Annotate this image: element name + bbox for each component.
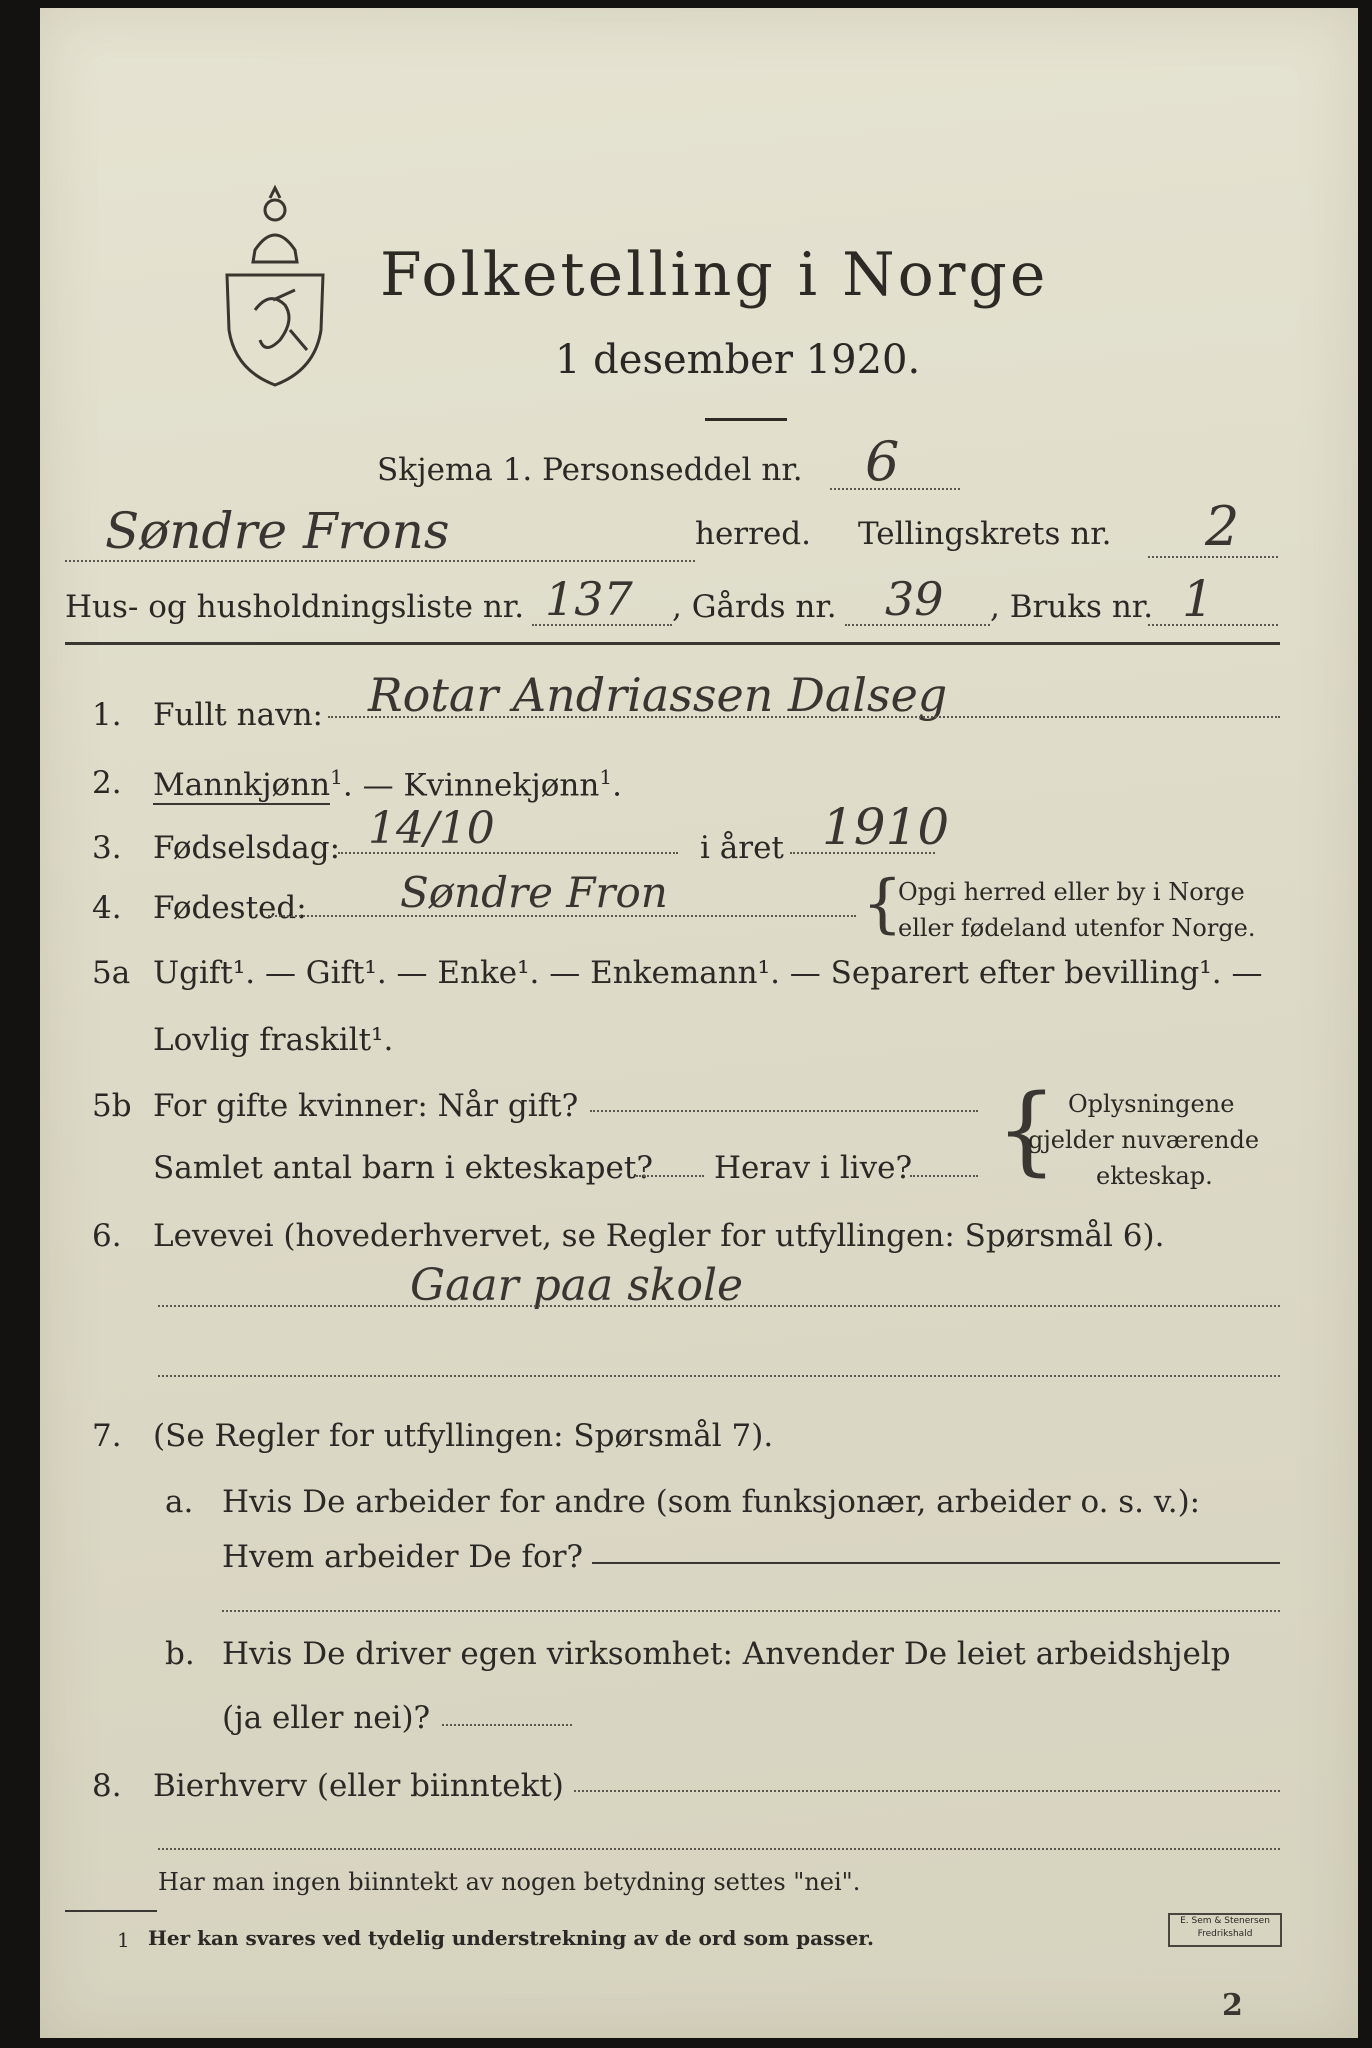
header-divider <box>65 642 1280 645</box>
footnote-rule <box>65 1910 157 1912</box>
marital-status-divorced[interactable]: Lovlig fraskilt¹. <box>153 1022 394 1058</box>
footnote-text: Her kan svares ved tydelig understrekning av de ord som passer. <box>148 1926 874 1950</box>
q7b-question: Hvis De driver egen virksomhet: Anvender De leiet arbeidshjelp <box>222 1636 1231 1672</box>
birthplace-brace: { <box>862 867 903 941</box>
employer-line[interactable] <box>592 1562 1280 1564</box>
marriage-note-1: Oplysningene <box>1068 1090 1235 1118</box>
birth-year-value[interactable]: 1910 <box>822 798 950 856</box>
bruks-value[interactable]: 1 <box>1182 570 1214 628</box>
birthdate-value[interactable]: 14/10 <box>368 803 495 854</box>
q1-number: 1. <box>92 697 122 733</box>
tellingskrets-value[interactable]: 2 <box>1205 495 1240 558</box>
q4-number: 4. <box>92 890 122 926</box>
married-when-label: For gifte kvinner: Når gift? <box>153 1088 579 1124</box>
occupation-line-1 <box>158 1305 1280 1307</box>
male-option[interactable]: Mannkjønn <box>153 767 331 804</box>
personseddel-nr-line <box>830 488 960 490</box>
birthdate-line <box>338 852 678 854</box>
q7-number: 7. <box>92 1418 122 1454</box>
q5b-number: 5b <box>92 1088 132 1124</box>
occupation-value[interactable]: Gaar paa skole <box>410 1260 744 1311</box>
q5a-number: 5a <box>92 955 131 991</box>
census-date: 1 desember 1920. <box>555 337 921 383</box>
tellingskrets-label: Tellingskrets nr. <box>858 516 1112 552</box>
herred-value[interactable]: Søndre Frons <box>105 502 450 560</box>
gards-label: , Gårds nr. <box>672 589 837 625</box>
children-alive-label: Herav i live? <box>714 1150 913 1186</box>
side-income-line-2 <box>158 1848 1280 1850</box>
tellingskrets-line <box>1148 556 1278 558</box>
herred-line <box>65 560 695 562</box>
female-option[interactable]: — Kvinnekjønn <box>362 767 600 804</box>
q7a-question: Hvis De arbeider for andre (som funksjonær, arbeider o. s. v.): <box>222 1484 1201 1520</box>
q3-label: Fødselsdag: <box>153 830 341 866</box>
printer-stamp: E. Sem & Stenersen Fredrikshald <box>1168 1913 1282 1947</box>
hired-help-line[interactable] <box>442 1724 572 1726</box>
q6-number: 6. <box>92 1218 122 1254</box>
hus-value[interactable]: 137 <box>545 572 633 626</box>
birthplace-value[interactable]: Søndre Fron <box>400 868 668 917</box>
q7a-letter: a. <box>165 1484 194 1520</box>
marital-status-options[interactable]: Ugift¹. — Gift¹. — Enke¹. — Enkemann¹. — Separert efter bevilling¹. — <box>153 955 1263 991</box>
birthplace-line <box>268 915 856 917</box>
occupation-line-2 <box>158 1375 1280 1377</box>
herred-label: herred. <box>695 516 811 552</box>
q7a-employer-label: Hvem arbeider De for? <box>222 1539 584 1575</box>
q7b-answer-label: (ja eller nei)? <box>222 1700 431 1736</box>
birth-year-line <box>790 852 935 854</box>
birth-year-label: i året <box>700 830 784 866</box>
q7b-letter: b. <box>165 1636 195 1672</box>
marriage-note-3: ekteskap. <box>1096 1162 1213 1190</box>
marriage-note-brace: { <box>996 1074 1058 1186</box>
children-alive-line <box>910 1175 978 1177</box>
gards-value[interactable]: 39 <box>885 572 944 626</box>
personseddel-nr-value[interactable]: 6 <box>865 430 900 493</box>
employer-line-2 <box>222 1610 1280 1612</box>
birthplace-note-1: Opgi herred eller by i Norge <box>898 878 1245 906</box>
form-title: Folketelling i Norge <box>380 240 1049 310</box>
birthplace-note-2: eller fødeland utenfor Norge. <box>898 914 1256 942</box>
title-rule <box>705 418 787 421</box>
marriage-note-2: gjelder nuværende <box>1028 1126 1260 1154</box>
children-count-line <box>636 1175 704 1177</box>
footnote-number: 1 <box>117 1928 130 1952</box>
children-count-label: Samlet antal barn i ekteskapet? <box>153 1150 653 1186</box>
gards-line <box>845 624 990 626</box>
q7-label: (Se Regler for utfyllingen: Spørsmål 7). <box>153 1418 774 1454</box>
q4-label: Fødested: <box>153 890 307 926</box>
hus-line <box>532 624 672 626</box>
bruks-label: , Bruks nr. <box>990 589 1154 625</box>
q2-number: 2. <box>92 765 122 801</box>
no-income-note: Har man ingen biinntekt av nogen betydning settes "nei". <box>158 1868 861 1896</box>
full-name-line <box>328 716 1280 718</box>
q8-label: Bierhverv (eller biinntekt) <box>153 1768 564 1804</box>
hus-label: Hus- og husholdningsliste nr. <box>65 589 525 625</box>
q3-number: 3. <box>92 830 122 866</box>
married-when-line <box>590 1110 978 1112</box>
q6-label: Levevei (hovederhvervet, se Regler for utfyllingen: Spørsmål 6). <box>153 1218 1165 1254</box>
bruks-line <box>1148 624 1278 626</box>
page-mark: 2 <box>1222 1988 1243 2023</box>
coat-of-arms-icon <box>215 180 335 390</box>
skjema-label: Skjema 1. Personseddel nr. <box>377 452 803 488</box>
full-name-value[interactable]: Rotar Andriassen Dalseg <box>368 668 948 722</box>
q8-number: 8. <box>92 1768 122 1804</box>
q1-label: Fullt navn: <box>153 697 323 733</box>
side-income-line[interactable] <box>574 1790 1280 1792</box>
gender-options: Mannkjønn$^1$. — Kvinnekjønn$^1$. <box>153 765 622 804</box>
